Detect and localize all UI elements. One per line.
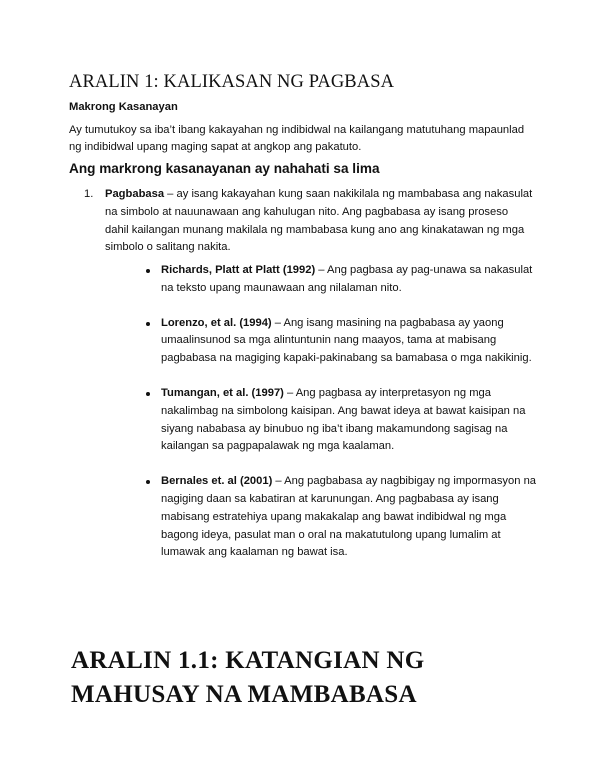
item-term: Pagbabasa <box>105 188 165 200</box>
section-heading: Ang markrong kasanayanan ay nahahati sa lima <box>69 161 380 176</box>
definitions-list <box>145 262 540 579</box>
lesson-title: ARALIN 1: KALIKASAN NG PAGBASA <box>69 72 395 92</box>
list-item <box>145 262 540 298</box>
numbered-list <box>84 186 534 257</box>
subheading: Makrong Kasanayan <box>69 101 178 113</box>
definition-text: – Ang isang masining na pagbabasa ay yaong umaalinsunod sa mga alintuntunin nang maayos, tama at mabisang pagbabasa na magiging kapaki-pakinabang sa bamabasa o mga nakikinig. <box>161 316 532 365</box>
lesson-title-2: ARALIN 1.1: KATANGIAN NG MAHUSAY NA MAMBABASA <box>71 647 425 708</box>
definition-source: Tumangan, et al. (1997) <box>161 386 284 399</box>
definition-text: – Ang pagbabasa ay nagbibigay ng impormasyon na nagiging daan sa kabatiran at karunungan. Ang pagbabasa ay isang mabisang estratehiya upang makakalap ang bawat indibidwal ng mga bagong ideya, pasulat man o oral na makatutulong upang lumalim at lumawak ang kaalaman ng bawat isa. <box>161 475 537 559</box>
definition-source: Bernales et. al (2001) <box>161 475 273 488</box>
item-number: 1. <box>84 188 94 200</box>
definition-text: – Ang pagbasa ay interpretasyon ng mga nakalimbag na simbolong kaisipan. Ang bawat ideya at bawat kaisipan na siyang nababasa ay binubuo ng iba’t ibang makamundong sagisag na kailangan sa pagpapalawak ng mga kaalaman. <box>161 386 526 453</box>
list-item <box>145 315 540 368</box>
bullet-icon <box>146 480 150 484</box>
definition-source: Lorenzo, et al. (1994) <box>161 316 272 329</box>
list-item <box>145 473 540 562</box>
definition-source: Richards, Platt at Platt (1992) <box>161 264 316 276</box>
bullet-icon <box>146 392 150 396</box>
numbered-item <box>84 186 534 257</box>
definition-text: – Ang pagbasa ay pag-unawa sa nakasulat na teksto upang maunawaan ang nilalaman nito. <box>161 264 533 294</box>
list-item <box>145 385 540 456</box>
item-text: – ay isang kakayahan kung saan nakikilala ng mambabasa ang nakasulat na simbolo at nauunawaan ang kahulugan nito. Ang pagbabasa ay isang proseso dahil kailangan munang makilala ng mambabasa kung ano ang kinakatawan ng mga simbolo o salitang nakita. <box>105 188 533 254</box>
intro-paragraph: Ay tumutukoy sa iba’t ibang kakayahan ng indibidwal na kailangang matutuhang mapaunlad ng indibidwal upang maging sapat at angkop ang pakatuto. <box>69 124 525 153</box>
bullet-icon <box>146 322 150 326</box>
bullet-icon <box>146 269 150 273</box>
